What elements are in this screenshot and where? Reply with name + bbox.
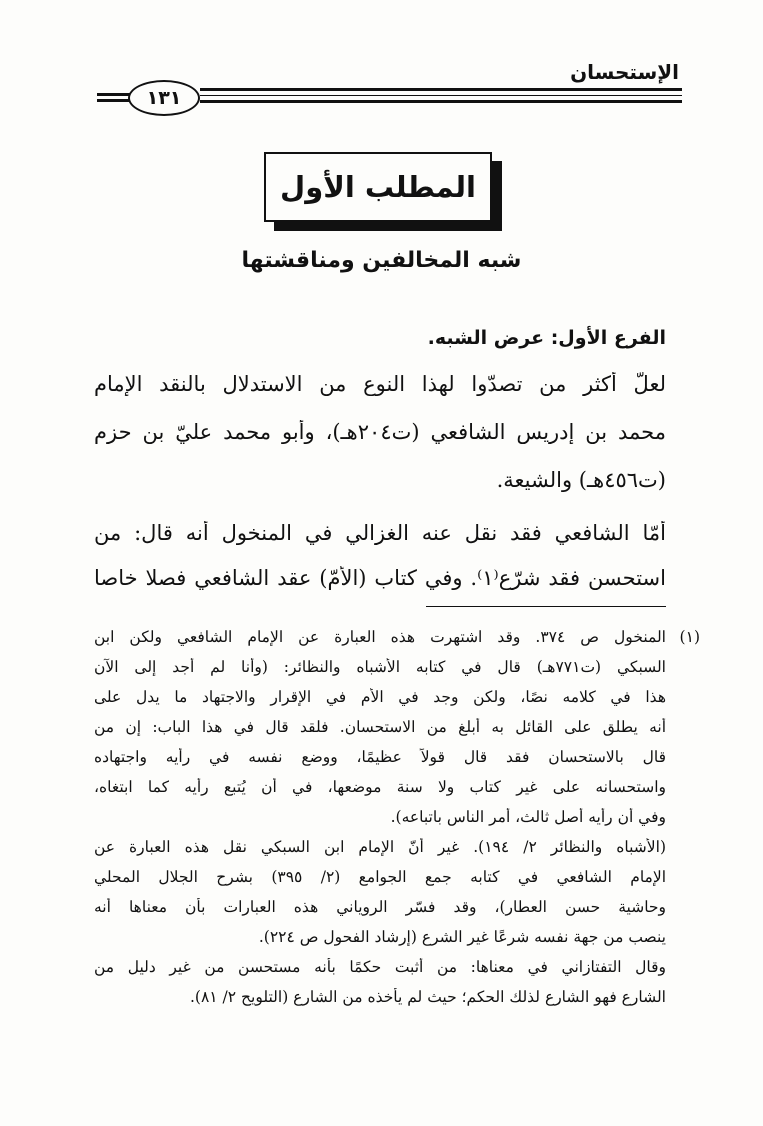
header-rule-left-stub-2	[97, 99, 130, 102]
footnote-line: الإمام الشافعي في كتابه جمع الجوامع (٢/ ٣٩٥) بشرح الجلال المحلي	[94, 868, 666, 886]
footnote-line: وقال التفتازاني في معناها: من أثبت حكمًا بأنه مستحسن من غير دليل من	[94, 958, 666, 976]
footnote-line: قال بالاستحسان فقد قال قولاً عظيمًا، ووضع نفسه في رأيه واجتهاده	[94, 748, 666, 766]
header-rule-left-stub	[97, 93, 130, 96]
footnote-line: وفي أن رأيه أصل ثالث، أمر الناس باتباعه).	[390, 808, 666, 826]
footnote-marker: (١)	[679, 628, 700, 646]
section-title-box	[264, 152, 492, 222]
footnote-line: السبكي (ت٧٧١هـ) قال في كتابه الأشباه والنظائر: (وأنا لم أجد إلى الآن	[94, 658, 666, 676]
header-rule-bottom	[200, 100, 682, 103]
footnote-line: ينصب من جهة نفسه شرعًا غير الشرع (إرشاد الفحول ص ٢٢٤).	[258, 928, 666, 946]
footnote-line: الشارع فهو الشارع لذلك الحكم؛ حيث لم يأخذه من الشارع (التلويح ٢/ ٨١).	[189, 988, 666, 1006]
paragraph1-line: لعلّ أكثر من تصدّوا لهذا النوع من الاستدلال بالنقد الإمام	[94, 372, 666, 396]
footnote-line: واستحسانه على غير كتاب ولا سنة موضعها، في أن يُتبع رأيه كما ابتغاه،	[94, 778, 666, 796]
paragraph2-line: استحسن فقد شرّع⁽١⁾. وفي كتاب (الأمّ) عقد الشافعي فصلا خاصا	[94, 566, 666, 590]
footnote-line: هذا في كلامه نصًا، ولكن وجد في الأم في الإقرار والاجتهاد ما يدل على	[94, 688, 666, 706]
paragraph2-line: أمّا الشافعي فقد نقل عنه الغزالي في المنخول أنه قال: من	[94, 521, 666, 545]
footnote-separator	[426, 606, 666, 607]
section-subtitle: شبه المخالفين ومناقشتها	[241, 248, 522, 273]
branch-heading: الفرع الأول: عرض الشبه.	[427, 327, 666, 349]
paragraph1-line: محمد بن إدريس الشافعي (ت٢٠٤هـ)، وأبو محمد عليّ بن حزم	[94, 420, 666, 444]
header-rule-middle	[200, 95, 682, 96]
footnote-line: (الأشباه والنظائر ٢/ ١٩٤). غير أنّ الإمام ابن السبكي نقل هذه العبارة عن	[94, 838, 666, 856]
page-number: ١٣١	[128, 80, 200, 116]
paragraph1-line: (ت٤٥٦هـ) والشيعة.	[496, 468, 666, 492]
section-title: المطلب الأول	[280, 170, 476, 204]
running-header-title: الإستحسان	[570, 60, 679, 84]
header-rule-top	[200, 88, 682, 91]
footnote-line: وحاشية حسن العطار)، وقد فسّر الروياني هذه العبارات بأن معناها أنه	[94, 898, 666, 916]
footnote-line: المنخول ص ٣٧٤. وقد اشتهرت هذه العبارة عن الإمام الشافعي ولكن ابن	[94, 628, 666, 646]
footnote-line: أنه يطلق على القائل به أبلغ من الاستحسان. فلقد قال في هذا الباب: إن من	[94, 718, 666, 736]
